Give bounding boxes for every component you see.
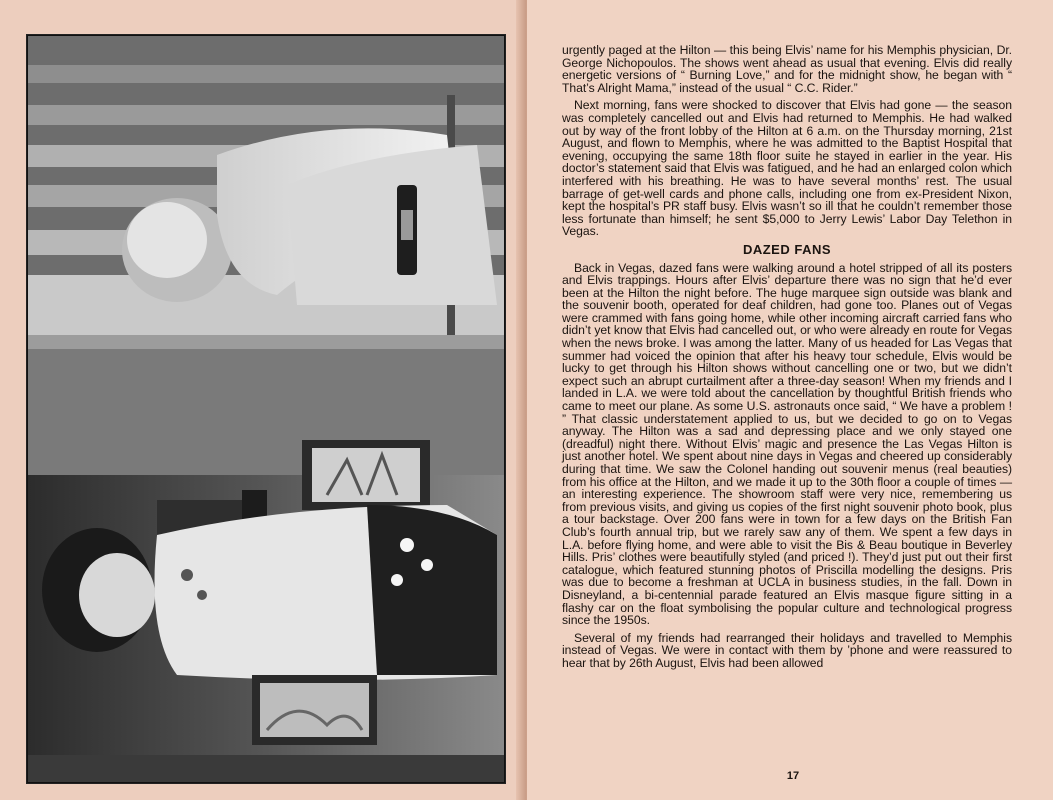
section-heading: DAZED FANS xyxy=(742,241,832,257)
article-text xyxy=(562,44,1012,675)
paragraph-2: Next morning, fans were shocked to discover that Elvis had gone — the season was completely cancelled out and Elvis had returned to Memphis. He had walked out by way of the front lobby of the Hilton at 6 a.m. on the Thursday morning, 21st August, and flown to Memphis, where he was admitted to the Baptist Hospital that evening, occupying the same 18th floor suite he stayed in earlier in the year. His doctor’s statement said that Elvis was fatigued, and he had an enlarged colon which interfered with his breathing. He was to have several months’ rest. The usual barrage of get-well cards and phone calls, including one from ex-President Nixon, kept the hospital’s PR staff busy. Elvis wasn’t so ill that he couldn’t remember those less fortunate than himself; he sent $5,000 to Jerry Lewis’ Labor Day Telethon in Vegas. xyxy=(562,98,1012,239)
paragraph-3: Back in Vegas, dazed fans were walking around a hotel stripped of all its posters and Elvis trappings. Hours after Elvis’ departure there was no sign that he’d ever been at the Hilton the night before. The huge marquee sign outside was blank and the souvenir booth, operated for deaf children, had gone too. Planes out of Vegas were crammed with fans going home, while other incoming aircraft carried fans who didn’t yet know that Elvis had cancelled out, or who were already en route for Vegas when the news broke. I was among the latter. Many of us headed for Las Vegas that summer had voiced the opinion that after his heavy tour schedule, Elvis would be lucky to get through his Hilton shows without cancelling one or two, but we didn’t expect such an abrupt curtailment after a three-day season! When my friends and I landed in L.A. we were told about the cancellation by thoughtful British friends who came to meet our plane. As some U.S. astronauts once said, “ We have a problem ! ” That classic understatement applied to us, but we decided to go on to Vegas anyway. The Hilton was a sad and depressing place and we only stayed one (dreadful) night there. Without Elvis’ magic and presence the Las Vegas Hilton is just another hotel. We spent about nine days in Vegas and cheered up considerably during that time. We saw the Colonel handing out souvenir menus (real beauties) from his office at the Hilton, and we made it up to the 30th floor a couple of times — an interesting experience. The showroom staff were very nice, remembering us from previous visits, and giving us copies of the first night souvenir photo book, plus a tour backstage. Over 200 fans were in town for a few days on the British Fan Club’s fourth annual trip, but we rarely saw any of them. We spent a few days in L.A. before flying home, and were able to visit the Bis & Beau boutique in Beverley Hills. Pris’ clothes were beautifully styled (and priced !). They’d just put out their first catalogue, which featured stunning photos of Priscilla modelling the designs. Pris was due to become a freshman at UCLA in business studies, in the fall. Down in Disneyland, a bi-centennial parade featured an Elvis masque figure sitting in a flashy car on the float symbolising the popular culture and technological progress since the 1950s. xyxy=(562,260,1012,628)
paragraph-1: urgently paged at the Hilton — this being Elvis’ name for his Memphis physician, Dr. George Nichopoulos. The shows went ahead as usual that evening. Elvis did really energetic versions of “ Burning Love,” and for the midnight show, he began with “ That’s Alright Mama,” instead of the usual “ C.C. Rider.” xyxy=(562,43,1012,95)
photo-illustration xyxy=(27,35,505,783)
rotated-photograph xyxy=(26,34,506,784)
paragraph-4: Several of my friends had rearranged their holidays and travelled to Memphis instead of Vegas. We were in contact with them by ’phone and were reassured to hear that by 26th August, Elvis had been allowed xyxy=(562,630,1012,670)
page-number: 17 xyxy=(786,770,800,782)
